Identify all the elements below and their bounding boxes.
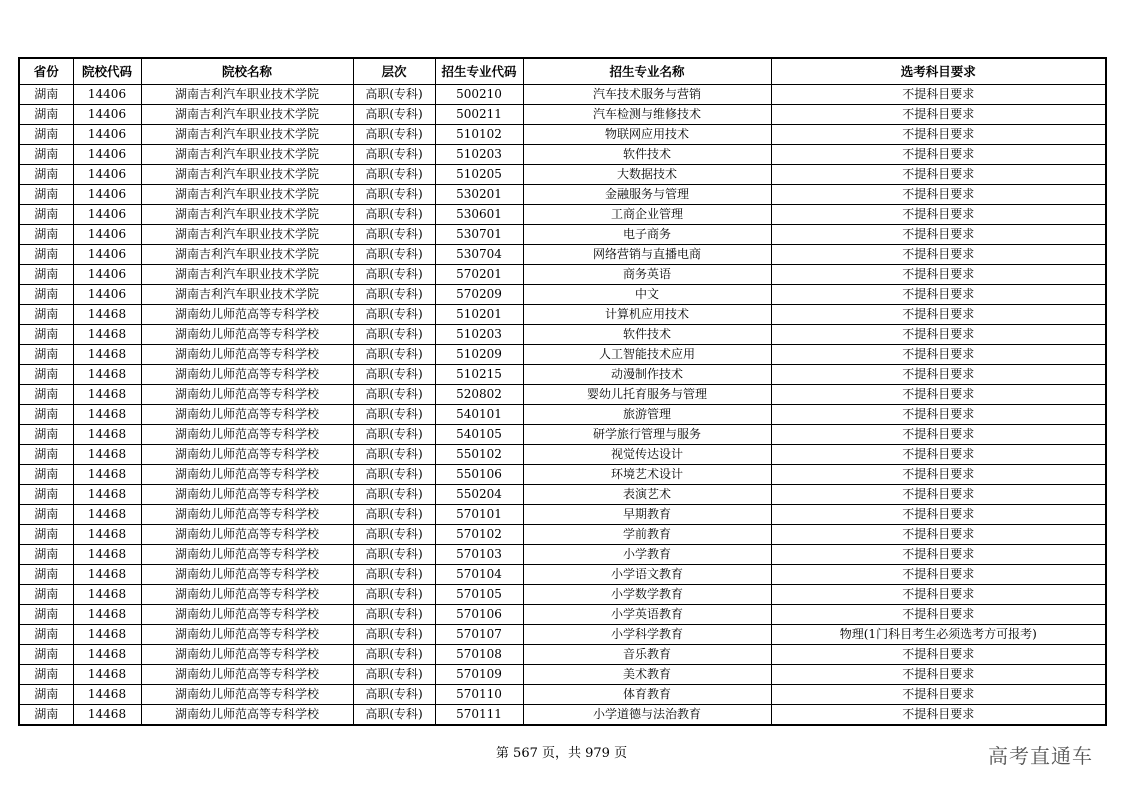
cell-subject-requirement: 不提科目要求 [771,385,1106,405]
cell-major-name: 旅游管理 [523,405,771,425]
cell-subject-requirement: 不提科目要求 [771,85,1106,105]
cell-major-name: 大数据技术 [523,165,771,185]
table-row [19,605,1106,625]
cell-major-name: 研学旅行管理与服务 [523,425,771,445]
cell-school-code: 14406 [73,225,141,245]
cell-subject-requirement: 不提科目要求 [771,405,1106,425]
cell-school-code: 14468 [73,505,141,525]
cell-school-code: 14468 [73,525,141,545]
cell-major-name: 电子商务 [523,225,771,245]
cell-school-name: 湖南吉利汽车职业技术学院 [141,265,353,285]
cell-major-code: 570209 [435,285,523,305]
cell-school-name: 湖南幼儿师范高等专科学校 [141,385,353,405]
cell-major-name: 体育教育 [523,685,771,705]
cell-school-name: 湖南幼儿师范高等专科学校 [141,645,353,665]
cell-subject-requirement: 不提科目要求 [771,305,1106,325]
table-row [19,625,1106,645]
cell-major-code: 500210 [435,85,523,105]
cell-major-name: 物联网应用技术 [523,125,771,145]
cell-school-name: 湖南幼儿师范高等专科学校 [141,485,353,505]
cell-major-name: 小学科学教育 [523,625,771,645]
cell-province: 湖南 [19,265,73,285]
cell-subject-requirement: 不提科目要求 [771,285,1106,305]
cell-major-name: 中文 [523,285,771,305]
table-row [19,645,1106,665]
cell-province: 湖南 [19,245,73,265]
cell-major-code: 550102 [435,445,523,465]
cell-major-name: 美术教育 [523,665,771,685]
cell-level: 高职(专科) [353,705,435,726]
table-row [19,505,1106,525]
cell-province: 湖南 [19,545,73,565]
cell-major-name: 婴幼儿托育服务与管理 [523,385,771,405]
cell-school-code: 14468 [73,665,141,685]
cell-school-code: 14406 [73,105,141,125]
table-row [19,185,1106,205]
cell-subject-requirement: 物理(1门科目考生必须选考方可报考) [771,625,1106,645]
cell-school-name: 湖南幼儿师范高等专科学校 [141,705,353,726]
cell-subject-requirement: 不提科目要求 [771,565,1106,585]
cell-province: 湖南 [19,225,73,245]
cell-major-code: 510205 [435,165,523,185]
cell-level: 高职(专科) [353,165,435,185]
cell-subject-requirement: 不提科目要求 [771,505,1106,525]
cell-province: 湖南 [19,525,73,545]
cell-level: 高职(专科) [353,685,435,705]
cell-major-name: 软件技术 [523,145,771,165]
cell-province: 湖南 [19,205,73,225]
cell-province: 湖南 [19,365,73,385]
table-row [19,405,1106,425]
header-col-subject-requirement: 选考科目要求 [771,58,1106,85]
cell-subject-requirement: 不提科目要求 [771,265,1106,285]
table-row [19,345,1106,365]
cell-school-code: 14406 [73,125,141,145]
cell-school-name: 湖南幼儿师范高等专科学校 [141,425,353,445]
cell-level: 高职(专科) [353,345,435,365]
cell-level: 高职(专科) [353,565,435,585]
cell-major-name: 网络营销与直播电商 [523,245,771,265]
cell-subject-requirement: 不提科目要求 [771,325,1106,345]
cell-school-name: 湖南幼儿师范高等专科学校 [141,405,353,425]
cell-major-code: 530704 [435,245,523,265]
cell-school-code: 14468 [73,445,141,465]
cell-province: 湖南 [19,485,73,505]
cell-subject-requirement: 不提科目要求 [771,645,1106,665]
cell-subject-requirement: 不提科目要求 [771,425,1106,445]
cell-level: 高职(专科) [353,385,435,405]
cell-major-name: 动漫制作技术 [523,365,771,385]
table-row [19,385,1106,405]
cell-subject-requirement: 不提科目要求 [771,485,1106,505]
cell-major-code: 570101 [435,505,523,525]
cell-province: 湖南 [19,445,73,465]
table-row [19,105,1106,125]
cell-major-name: 小学道德与法治教育 [523,705,771,726]
table-row [19,445,1106,465]
cell-school-code: 14468 [73,625,141,645]
cell-level: 高职(专科) [353,225,435,245]
cell-major-code: 510209 [435,345,523,365]
cell-school-name: 湖南幼儿师范高等专科学校 [141,345,353,365]
table-row [19,365,1106,385]
table-row [19,425,1106,445]
cell-subject-requirement: 不提科目要求 [771,185,1106,205]
cell-province: 湖南 [19,305,73,325]
cell-school-name: 湖南幼儿师范高等专科学校 [141,505,353,525]
cell-major-code: 570106 [435,605,523,625]
cell-school-name: 湖南吉利汽车职业技术学院 [141,185,353,205]
cell-school-code: 14468 [73,545,141,565]
cell-province: 湖南 [19,425,73,445]
cell-subject-requirement: 不提科目要求 [771,685,1106,705]
cell-major-name: 视觉传达设计 [523,445,771,465]
cell-province: 湖南 [19,345,73,365]
cell-school-name: 湖南吉利汽车职业技术学院 [141,225,353,245]
cell-major-name: 软件技术 [523,325,771,345]
cell-province: 湖南 [19,145,73,165]
header-col-major-code: 招生专业代码 [435,58,523,85]
cell-school-code: 14406 [73,165,141,185]
cell-level: 高职(专科) [353,185,435,205]
cell-major-name: 金融服务与管理 [523,185,771,205]
cell-province: 湖南 [19,165,73,185]
table-row [19,125,1106,145]
cell-major-code: 540105 [435,425,523,445]
cell-school-name: 湖南吉利汽车职业技术学院 [141,145,353,165]
cell-level: 高职(专科) [353,605,435,625]
cell-province: 湖南 [19,565,73,585]
cell-level: 高职(专科) [353,405,435,425]
cell-school-name: 湖南幼儿师范高等专科学校 [141,585,353,605]
cell-province: 湖南 [19,705,73,726]
table-row [19,165,1106,185]
cell-level: 高职(专科) [353,325,435,345]
cell-school-code: 14468 [73,405,141,425]
cell-school-name: 湖南幼儿师范高等专科学校 [141,365,353,385]
cell-level: 高职(专科) [353,665,435,685]
table-row [19,705,1106,726]
cell-province: 湖南 [19,685,73,705]
table-row [19,585,1106,605]
cell-major-code: 530201 [435,185,523,205]
cell-level: 高职(专科) [353,365,435,385]
cell-major-code: 570105 [435,585,523,605]
cell-major-name: 学前教育 [523,525,771,545]
cell-school-name: 湖南吉利汽车职业技术学院 [141,205,353,225]
header-col-school-code: 院校代码 [73,58,141,85]
cell-level: 高职(专科) [353,645,435,665]
cell-major-name: 人工智能技术应用 [523,345,771,365]
table-row [19,685,1106,705]
cell-school-code: 14406 [73,265,141,285]
cell-level: 高职(专科) [353,585,435,605]
cell-subject-requirement: 不提科目要求 [771,345,1106,365]
cell-major-code: 570109 [435,665,523,685]
cell-school-name: 湖南幼儿师范高等专科学校 [141,525,353,545]
cell-major-code: 510102 [435,125,523,145]
table-row [19,525,1106,545]
cell-major-name: 表演艺术 [523,485,771,505]
cell-subject-requirement: 不提科目要求 [771,465,1106,485]
cell-level: 高职(专科) [353,145,435,165]
cell-subject-requirement: 不提科目要求 [771,665,1106,685]
cell-level: 高职(专科) [353,525,435,545]
cell-school-code: 14406 [73,85,141,105]
table-row [19,145,1106,165]
cell-school-name: 湖南吉利汽车职业技术学院 [141,85,353,105]
watermark-logo-text: 高考直通车 [988,744,1093,768]
table-row [19,465,1106,485]
cell-major-code: 570107 [435,625,523,645]
cell-school-code: 14468 [73,425,141,445]
cell-level: 高职(专科) [353,85,435,105]
cell-subject-requirement: 不提科目要求 [771,105,1106,125]
cell-school-name: 湖南幼儿师范高等专科学校 [141,445,353,465]
table-row [19,485,1106,505]
cell-subject-requirement: 不提科目要求 [771,205,1106,225]
header-col-level: 层次 [353,58,435,85]
cell-province: 湖南 [19,285,73,305]
cell-major-code: 570111 [435,705,523,726]
cell-province: 湖南 [19,405,73,425]
cell-subject-requirement: 不提科目要求 [771,165,1106,185]
cell-school-name: 湖南幼儿师范高等专科学校 [141,545,353,565]
cell-level: 高职(专科) [353,265,435,285]
cell-major-code: 530701 [435,225,523,245]
cell-level: 高职(专科) [353,125,435,145]
header-col-school-name: 院校名称 [141,58,353,85]
cell-province: 湖南 [19,645,73,665]
header-row [19,58,1106,85]
cell-province: 湖南 [19,665,73,685]
table-body [19,85,1106,726]
cell-subject-requirement: 不提科目要求 [771,225,1106,245]
cell-school-name: 湖南幼儿师范高等专科学校 [141,325,353,345]
cell-level: 高职(专科) [353,505,435,525]
cell-province: 湖南 [19,585,73,605]
cell-major-code: 570104 [435,565,523,585]
table-row [19,85,1106,105]
table-row [19,205,1106,225]
table-row [19,245,1106,265]
cell-subject-requirement: 不提科目要求 [771,445,1106,465]
cell-subject-requirement: 不提科目要求 [771,365,1106,385]
cell-major-code: 510201 [435,305,523,325]
header-col-province: 省份 [19,58,73,85]
cell-province: 湖南 [19,385,73,405]
cell-major-code: 570102 [435,525,523,545]
cell-school-code: 14468 [73,685,141,705]
cell-major-code: 500211 [435,105,523,125]
cell-major-code: 570103 [435,545,523,565]
cell-school-name: 湖南幼儿师范高等专科学校 [141,665,353,685]
cell-school-code: 14406 [73,205,141,225]
cell-major-name: 小学教育 [523,545,771,565]
cell-major-code: 540101 [435,405,523,425]
table-row [19,325,1106,345]
cell-level: 高职(专科) [353,105,435,125]
cell-school-name: 湖南幼儿师范高等专科学校 [141,625,353,645]
cell-major-code: 550106 [435,465,523,485]
cell-province: 湖南 [19,625,73,645]
cell-school-name: 湖南吉利汽车职业技术学院 [141,245,353,265]
cell-major-name: 汽车技术服务与营销 [523,85,771,105]
cell-major-code: 570201 [435,265,523,285]
cell-province: 湖南 [19,85,73,105]
cell-school-code: 14468 [73,385,141,405]
table-row [19,665,1106,685]
cell-level: 高职(专科) [353,445,435,465]
cell-level: 高职(专科) [353,625,435,645]
cell-province: 湖南 [19,125,73,145]
cell-major-code: 530601 [435,205,523,225]
cell-level: 高职(专科) [353,285,435,305]
table-row [19,545,1106,565]
table-row [19,285,1106,305]
cell-school-code: 14468 [73,565,141,585]
cell-province: 湖南 [19,325,73,345]
table-row [19,225,1106,245]
cell-subject-requirement: 不提科目要求 [771,705,1106,726]
cell-major-code: 510203 [435,325,523,345]
cell-school-name: 湖南幼儿师范高等专科学校 [141,685,353,705]
cell-major-name: 商务英语 [523,265,771,285]
cell-school-name: 湖南吉利汽车职业技术学院 [141,105,353,125]
cell-subject-requirement: 不提科目要求 [771,525,1106,545]
cell-school-code: 14468 [73,325,141,345]
admission-table [18,57,1107,726]
table-header [19,58,1106,85]
cell-major-code: 510203 [435,145,523,165]
header-col-major-name: 招生专业名称 [523,58,771,85]
cell-major-name: 音乐教育 [523,645,771,665]
cell-level: 高职(专科) [353,545,435,565]
cell-province: 湖南 [19,185,73,205]
cell-major-name: 小学语文教育 [523,565,771,585]
cell-school-name: 湖南吉利汽车职业技术学院 [141,285,353,305]
cell-level: 高职(专科) [353,305,435,325]
cell-province: 湖南 [19,605,73,625]
cell-school-name: 湖南吉利汽车职业技术学院 [141,165,353,185]
cell-major-name: 计算机应用技术 [523,305,771,325]
cell-subject-requirement: 不提科目要求 [771,145,1106,165]
cell-level: 高职(专科) [353,485,435,505]
cell-level: 高职(专科) [353,465,435,485]
cell-province: 湖南 [19,505,73,525]
cell-school-name: 湖南幼儿师范高等专科学校 [141,305,353,325]
cell-school-code: 14468 [73,605,141,625]
cell-school-name: 湖南幼儿师范高等专科学校 [141,605,353,625]
cell-major-code: 570108 [435,645,523,665]
table-row [19,305,1106,325]
cell-school-code: 14468 [73,365,141,385]
cell-subject-requirement: 不提科目要求 [771,125,1106,145]
cell-major-name: 工商企业管理 [523,205,771,225]
table-row [19,565,1106,585]
page-footer [0,742,1123,761]
cell-major-name: 早期教育 [523,505,771,525]
cell-major-code: 510215 [435,365,523,385]
cell-major-code: 520802 [435,385,523,405]
cell-level: 高职(专科) [353,205,435,225]
cell-major-code: 550204 [435,485,523,505]
cell-school-code: 14406 [73,185,141,205]
cell-school-code: 14468 [73,465,141,485]
cell-subject-requirement: 不提科目要求 [771,605,1106,625]
cell-level: 高职(专科) [353,425,435,445]
cell-school-code: 14406 [73,285,141,305]
cell-school-code: 14468 [73,305,141,325]
cell-major-name: 汽车检测与维修技术 [523,105,771,125]
cell-school-code: 14468 [73,645,141,665]
cell-major-name: 小学英语教育 [523,605,771,625]
cell-major-name: 小学数学教育 [523,585,771,605]
cell-subject-requirement: 不提科目要求 [771,545,1106,565]
cell-school-name: 湖南幼儿师范高等专科学校 [141,465,353,485]
cell-school-name: 湖南幼儿师范高等专科学校 [141,565,353,585]
cell-school-code: 14468 [73,585,141,605]
cell-school-code: 14468 [73,485,141,505]
cell-major-code: 570110 [435,685,523,705]
cell-school-name: 湖南吉利汽车职业技术学院 [141,125,353,145]
page-number: 第 567 页，共 979 页 [495,746,628,761]
cell-subject-requirement: 不提科目要求 [771,245,1106,265]
cell-school-code: 14406 [73,145,141,165]
cell-school-code: 14406 [73,245,141,265]
cell-school-code: 14468 [73,345,141,365]
cell-school-code: 14468 [73,705,141,726]
cell-level: 高职(专科) [353,245,435,265]
table-row [19,265,1106,285]
cell-major-name: 环境艺术设计 [523,465,771,485]
cell-province: 湖南 [19,465,73,485]
cell-subject-requirement: 不提科目要求 [771,585,1106,605]
cell-province: 湖南 [19,105,73,125]
